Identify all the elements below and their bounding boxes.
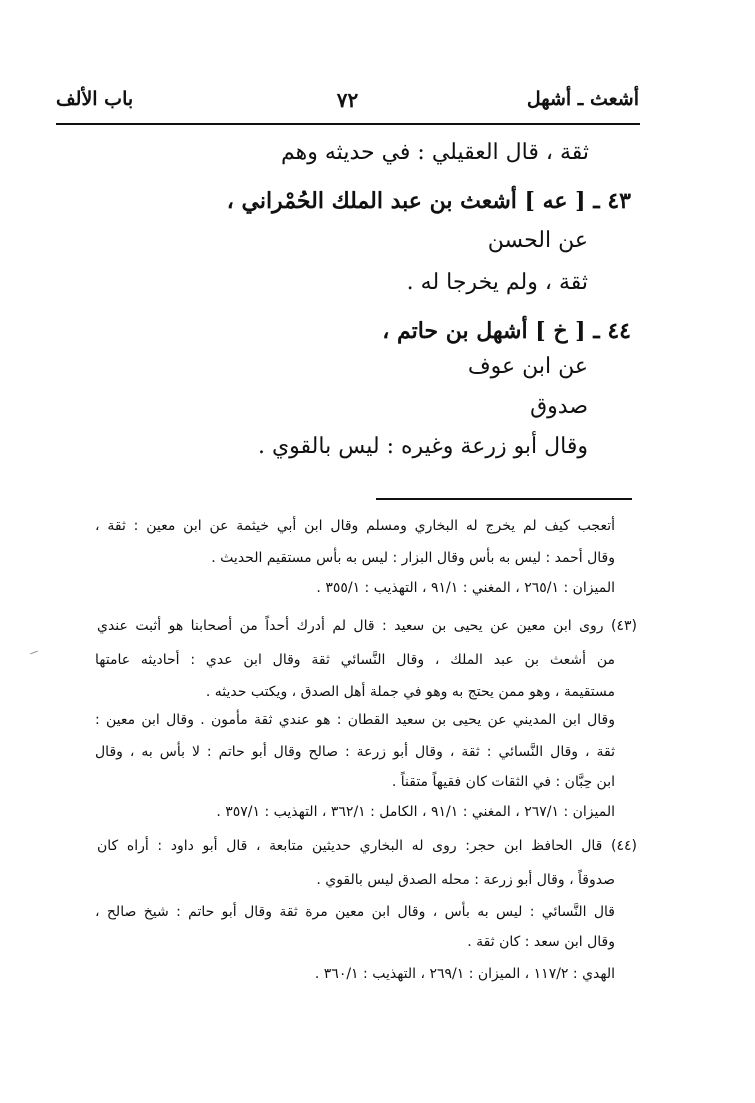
footnote-divider [376, 498, 632, 500]
entry-43-heading: ٤٣ ـ [ عه ] أشعث بن عبد الملك الحُمْراني ، [226, 188, 631, 214]
footnote-line: صدوقاً ، وقال أبو زرعة : محله الصدق ليس بالقوي . [316, 872, 615, 888]
footnote-line: ثقة ، وقال النَّسائي : ثقة ، وقال أبو زرعة : صالح وقال أبو حاتم : لا بأس به ، وقال [95, 744, 615, 760]
running-header [56, 88, 639, 118]
entry-44-heading: ٤٤ ـ [ خ ] أشهل بن حاتم ، [382, 318, 631, 344]
header-entry-range: أشعث ـ أشهل [526, 88, 639, 110]
footnote-line: أتعجب كيف لم يخرج له البخاري ومسلم وقال ابن أبي خيثمة عن ابن معين : ثقة ، [95, 518, 615, 534]
entry-43-source: عن الحسن [487, 228, 588, 253]
footnote-line: وقال ابن سعد : كان ثقة . [467, 934, 615, 950]
entry-43-grade: ثقة ، ولم يخرجا له . [406, 270, 588, 295]
margin-mark [30, 651, 38, 655]
main-line-continuation: ثقة ، قال العقيلي : في حديثه وهم [281, 140, 589, 165]
footnote-line: (٤٣) روى ابن معين عن يحيى بن سعيد : قال لم أدرك أحداً من أصحابنا هو أثبت عندي [97, 618, 637, 634]
footnote-line: من أشعث بن عبد الملك ، وقال النَّسائي ثقة وقال ابن عدي : أحاديثه عامتها [95, 652, 615, 668]
footnote-line: وقال ابن المديني عن يحيى بن سعيد القطان : هو عندي ثقة مأمون . وقال ابن معين : [95, 712, 615, 728]
footnote-line: (٤٤) قال الحافظ ابن حجر: روى له البخاري حديثين متابعة ، قال أبو داود : أراه كان [97, 838, 637, 854]
footnote-line: الميزان : ٢٦٧/١ ، المغني : ٩١/١ ، الكامل : ٣٦٢/١ ، التهذيب : ٣٥٧/١ . [216, 804, 615, 820]
footnote-line: الميزان : ٢٦٥/١ ، المغني : ٩١/١ ، التهذيب : ٣٥٥/١ . [316, 580, 615, 596]
footnote-line: قال النَّسائي : ليس به بأس ، وقال ابن معين مرة ثقة وقال أبو حاتم : شيخ صالح ، [95, 904, 615, 920]
footnote-line: وقال أحمد : ليس به بأس وقال البزار : ليس به بأس مستقيم الحديث . [211, 550, 615, 566]
entry-44-note: وقال أبو زرعة وغيره : ليس بالقوي . [257, 434, 588, 459]
footnote-line: ابن حِبَّان : في الثقات كان فقيهاً متقناً . [391, 774, 615, 790]
page-number: ٧٢ [336, 88, 359, 112]
chapter-title: باب الألف [56, 88, 134, 110]
footnote-line: الهدي : ١١٧/٢ ، الميزان : ٢٦٩/١ ، التهذيب : ٣٦٠/١ . [314, 966, 615, 982]
footnote-line: مستقيمة ، وهو ممن يحتج به وهو في جملة أهل الصدق ، ويكتب حديثه . [205, 684, 615, 700]
entry-44-grade: صدوق [530, 394, 588, 419]
entry-44-source: عن ابن عوف [467, 354, 588, 379]
header-divider [56, 123, 640, 125]
